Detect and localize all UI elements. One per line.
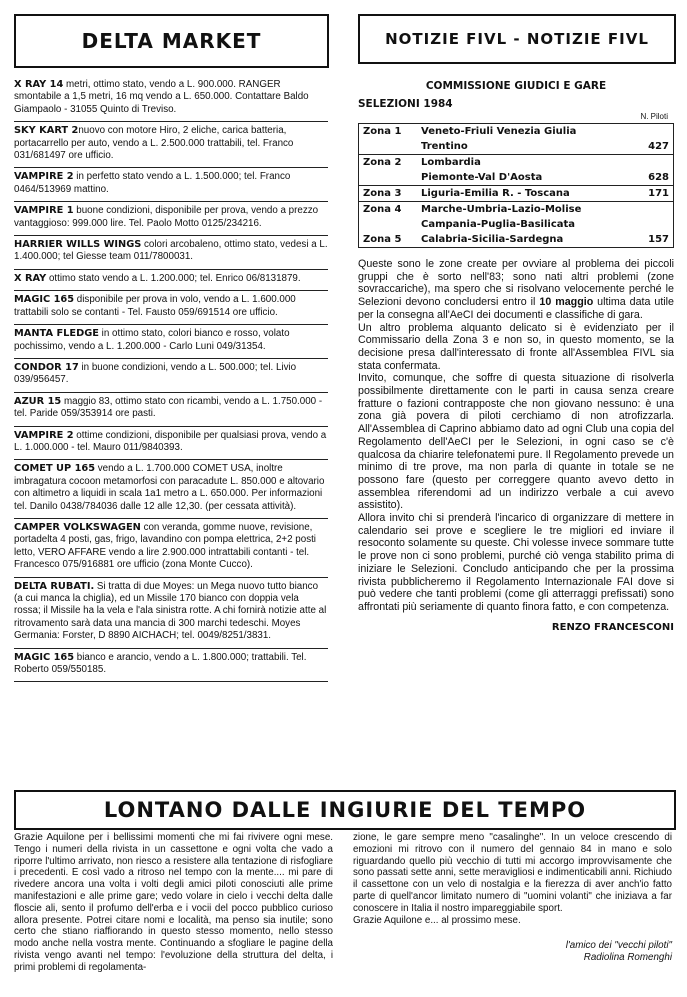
zones-table — [358, 123, 674, 248]
fivl-article — [358, 258, 674, 614]
zone-row-cont: Piemonte-Val D'Aosta 628 — [359, 170, 674, 186]
fivl-section — [358, 80, 674, 633]
classified-ad: DELTA RUBATI. Si tratta di due Moyes: un Mega nuovo tutto bianco (a cui manca la chiglia), ed un Missile 170 bianco con doppia vela rossa; il Missile ha la vela e l'ala sinistra rotte. A chi fornirà notizie atte al ritrovamento sarà data una mancia di 300 marchi tedeschi. Moyes Germania: Forster, D 8890 AICHACH; tel. 0049/8251/3831. — [14, 578, 328, 649]
classified-ad: HARRIER WILLS WINGS colori arcobaleno, ottimo stato, vedesi a L. 1.400.000; tel Giesse team 011/7800031. — [14, 236, 328, 270]
lontano-title: LONTANO DALLE INGIURIE DEL TEMPO — [14, 790, 676, 830]
zone-row: Zona 2 Lombardia — [363, 157, 481, 168]
fivl-title: NOTIZIE FIVL - NOTIZIE FIVL — [358, 14, 676, 64]
paragraph: Queste sono le zone create per ovviare al problema dei piccoli gruppi che è sorto nell'83; sono nati altri problemi (zone sovraccariche), ma spero che si risolvano velocemente perché le Selezioni devono concludersi entro il 10 maggio ultima data utile per la consegna all'AeCI dei documenti e classifiche di gara. — [358, 258, 674, 321]
commission-heading: COMMISSIONE GIUDICI E GARE — [425, 80, 607, 92]
zone-row: Zona 3 Liguria-Emilia R. - Toscana 171 — [359, 186, 674, 202]
classified-ad: MAGIC 165 disponibile per prova in volo, vendo a L. 1.600.000 trattabili solo se contanti - Tel. Fausto 059/691514 ore ufficio. — [14, 291, 328, 325]
classified-ad: MANTA FLEDGE in ottimo stato, colori bianco e rosso, volato pochissimo, vendo a L. 1.200.000 - Carlo Luni 049/31354. — [14, 325, 328, 359]
classified-ad: X RAY ottimo stato vendo a L. 1.200.000; tel. Enrico 06/8131879. — [14, 270, 328, 291]
zone-row: Zona 5 Calabria-Sicilia-Sardegna 157 — [359, 232, 674, 248]
classified-ad: CONDOR 17 in buone condizioni, vendo a L. 500.000; tel. Livio 039/956457. — [14, 359, 328, 393]
classified-ad: VAMPIRE 1 buone condizioni, disponibile per prova, vendo a prezzo vantaggioso: 999.000 lire. Tel. Paolo Motto 0125/234216. — [14, 202, 328, 236]
classified-ad: SKY KART 2nuovo con motore Hiro, 2 eliche, carica batteria, portacarrello per auto, vendo a L. 2.500.000 trattabili, tel. Franco 031/681497 ore ufficio. — [14, 122, 328, 168]
paragraph: Invito, comunque, che soffre di questa situazione di risolverla possibilmente direttamente con le parti in causa senza creare fratture o fazioni contrapposte che non giovano nessuno: è una zona già povera di piloti cerchiamo di non atrofizzarla. All'Assemblea di Caprino abbiamo dato ad ogni Club una copia del Regolamento dell'AeCI per le Selezioni, in ogni caso se c'è qualcosa da chiarire telefonatemi pure. Il Regolamento prevede un minimo di tre prove, ma non parla di quante in totale se ne possono fare (questo per correggere quanto avevo detto in assemblea riferendomi ad un indirizzo verbale a cui avevo assistito). — [358, 372, 674, 512]
selections-heading: SELEZIONI 1984 — [358, 98, 453, 110]
zone-row: Zona 4 Marche-Umbria-Lazio-Molise — [363, 204, 582, 215]
classified-ad: AZUR 15 maggio 83, ottimo stato con ricambi, vendo a L. 1.750.000 - tel. Paride 059/353914 ore pasti. — [14, 393, 328, 427]
classified-ad: CAMPER VOLKSWAGEN con veranda, gomme nuove, revisione, portadelta 4 posti, gas, frigo, lavandino con pompa elettrica, 2+2 posti letto, VERO AFFARE vendo a lire 2.900.000 intrattabili contanti - tel. Francesco 075/916881 ore ufficio (zona Monte Cucco). — [14, 519, 328, 578]
zone-row-cont: Trentino 427 — [359, 139, 674, 155]
delta-market-ads — [14, 76, 328, 682]
letter-signature: l'amico dei "vecchi piloti" Radiolina Romenghi — [565, 940, 672, 964]
signature: RENZO FRANCESCONI — [551, 621, 674, 633]
delta-market-title: DELTA MARKET — [14, 14, 329, 68]
classified-ad: VAMPIRE 2 in perfetto stato vendo a L. 1.500.000; tel. Franco 0464/513969 mattino. — [14, 168, 328, 202]
zone-row: Zona 1 Veneto-Friuli Venezia Giulia — [363, 126, 577, 137]
piloti-header: N. Piloti — [640, 112, 668, 121]
zone-row-cont: Campania-Puglia-Basilicata — [421, 219, 576, 230]
right-column: zione, le gare sempre meno "casalinghe". In un veloce crescendo di emozioni mi ritrovo con il numero del gennaio 84 in mano e solo riguardando quello più vecchio di tutti mi accorgo improvvisamente che sono passati sette anni, sette meravigliosi e indimenticabili anni. Richiudo il cassettone con un velo di nostalgia e la fierezza di aver anch'io fatto parte di quell'ancor limitato numero di "uomini volanti" che iniziava a far conoscere in Italia il nostro impareggiabile sport. Grazie Aquilone e... al prossimo mese. l'amico dei "vecchi piloti" Radiolina Romenghi — [353, 832, 672, 964]
left-column: Grazie Aquilone per i bellissimi momenti che mi fai rivivere ogni mese. Tengo i numeri della rivista in un cassettone e ogni volta che vado a riporre l'ultimo arrivato, non riesco a resistere alla tentazione di risfogliare i precedenti. E così vado a ritroso nel tempo con la mente.... mi pare di rivedere ancora una volta i volti degli amici piloti conosciuti alle prime manifestazioni e alle prime gare; vedo volare in cielo i vecchi delta dalle floscie ali, sento il profumo dell'erba e i vocii del pocco pubblico curioso allora presente. Potrei citare nomi e località, ma penso sia inutile; sono certo che stiano riaffiorando in questo stesso momento, nello stesso modo anche nella vostra mente. Continuando a sfogliare le pagine della rivista vengo avanti nel tempo: l'evoluzione della struttura del delta, i primi problemi di regolamenta- — [14, 832, 333, 973]
classified-ad: COMET UP 165 vendo a L. 1.700.000 COMET USA, inoltre imbragatura cocoon metamorfosi con paracadute L. 850.000 e altovario con altimetro a liquidi in scala 1a1 metro a L. 650.000. Per informazioni tel. Danilo 0438/784036 dalle 12 alle 12,30. (per cessata attività). — [14, 460, 328, 519]
paragraph: Un altro problema alquanto delicato si è evidenziato per il Commissario della Zona 3 e non so, in questo momento, se la decisione presa dall'interessato di fronte all'Assemblea FIVL sia stata confermata. — [358, 321, 674, 372]
paragraph: Allora invito chi si prenderà l'incarico di organizzare di mettere in calendario sei prove e scegliere le tre migliori ed inviare il resoconto solamente su queste. Chi volesse invece sommare tutte le prove non ci sono problemi, purché ciò venga stabilito prima di iniziare le Selezioni. Concludo anticipando che per la prossima rivista pubblicheremo il Regolamento Internazionale FAI dove si può vedere che tanti problemi (come gli atterraggi prefissati) sono affrontati più seriamente di quanto finora fatto, e con competenza. — [358, 512, 674, 613]
classified-ad: X RAY 14 metri, ottimo stato, vendo a L. 900.000. RANGER smontabile a 1,5 metri, 16 mq vendo a L. 650.000. Contattare Baldo Giampaolo - 31055 Quinto di Treviso. — [14, 76, 328, 122]
classified-ad: VAMPIRE 2 ottime condizioni, disponibile per qualsiasi prova, vendo a L. 1.000.000 - tel. Mauro 011/9840393. — [14, 427, 328, 461]
classified-ad: MAGIC 165 bianco e arancio, vendo a L. 1.800.000; trattabili. Tel. Roberto 059/550185. — [14, 649, 328, 683]
